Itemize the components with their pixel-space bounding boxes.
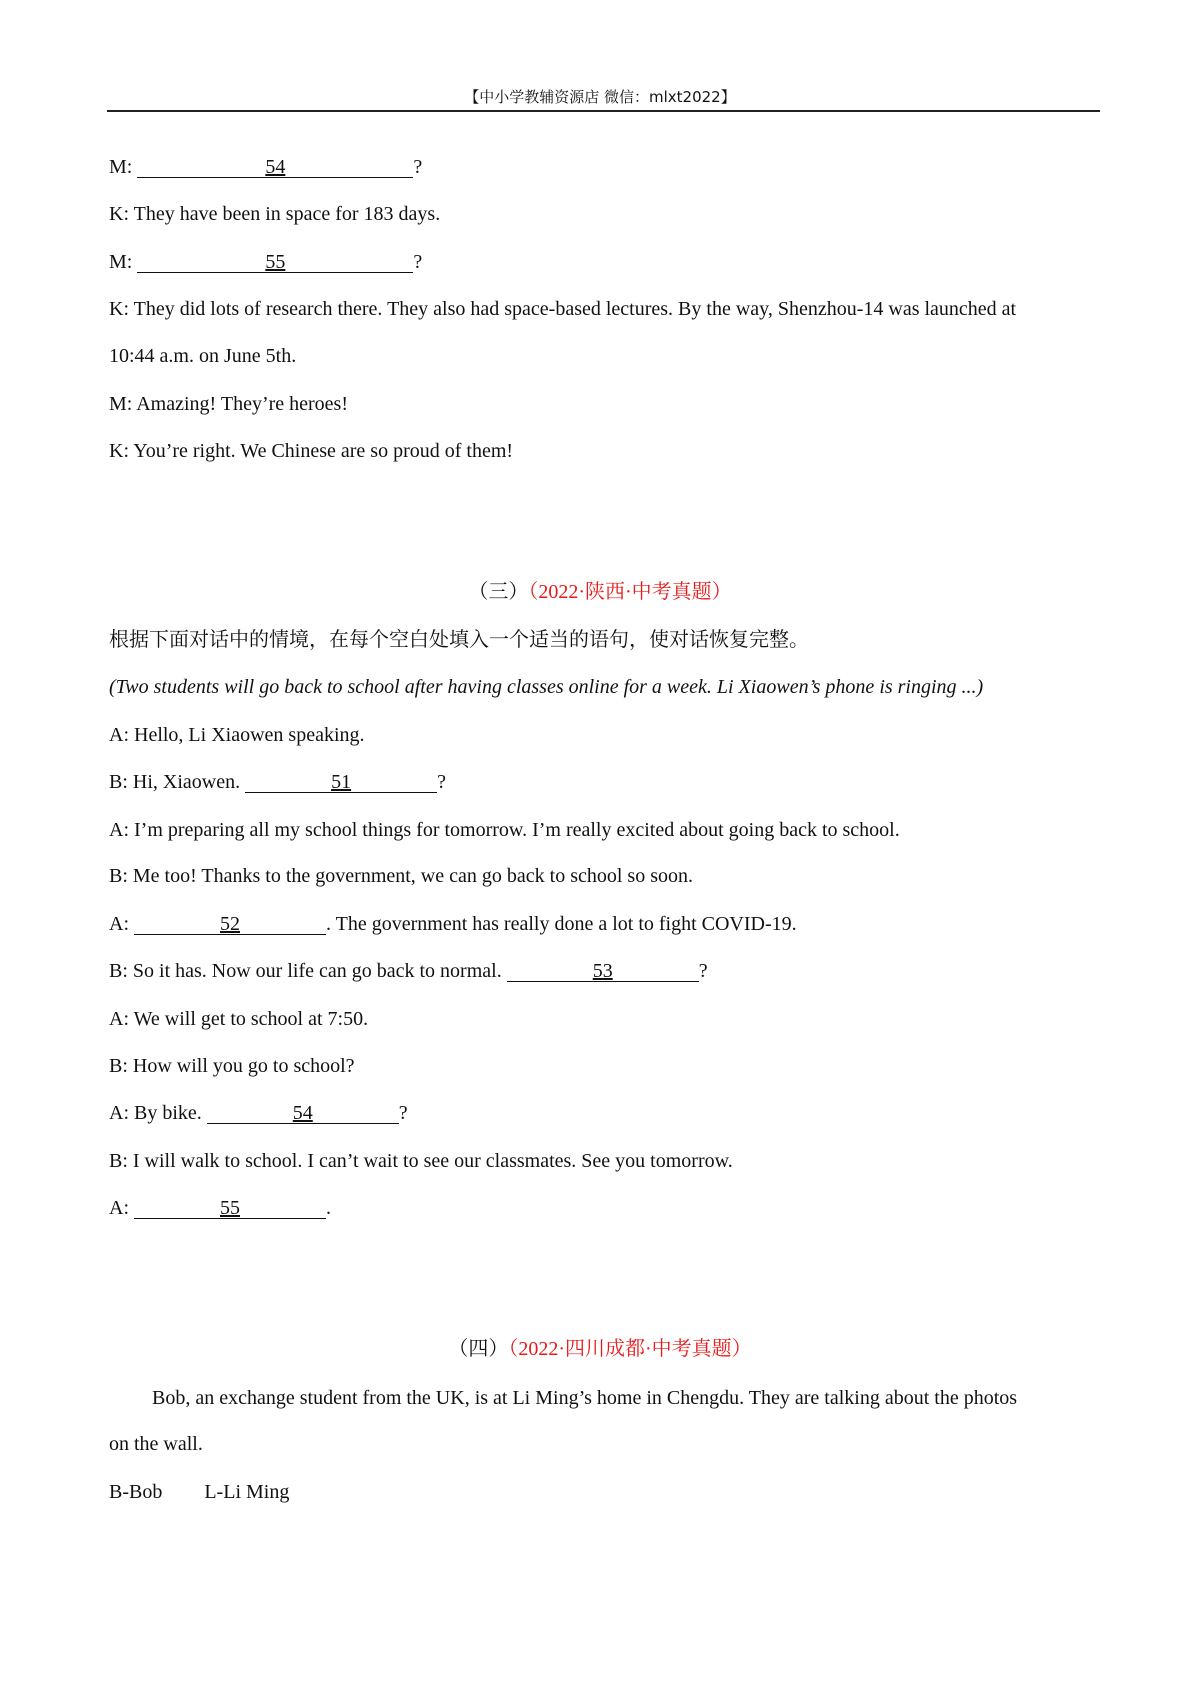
blank-number: 55	[265, 251, 286, 273]
blank-number: 52	[220, 913, 240, 935]
dialogue-line: B: How will you go to school?	[109, 1055, 355, 1077]
dialogue-line	[109, 155, 422, 179]
text: B: So it has. Now our life can go back to normal.	[109, 960, 507, 982]
text: B: Hi, Xiaowen.	[109, 771, 246, 793]
section-source: （2022·陕西·中考真题）	[528, 581, 732, 603]
dialogue-line: B: I will walk to school. I can’t wait to see our classmates. See you tomorrow.	[109, 1150, 733, 1172]
text: A: By bike.	[109, 1102, 207, 1124]
dialogue-line: K: They have been in space for 183 days.	[109, 203, 441, 225]
answer-blank[interactable]	[134, 1198, 326, 1219]
instruction: 根据下面对话中的情境，在每个空白处填入一个适当的语句，使对话恢复完整。	[109, 629, 809, 651]
punct: ?	[398, 1102, 408, 1124]
scene-description: (Two students will go back to school after having classes online for a week. Li Xiaowen’s phone is ringing ...)	[109, 676, 984, 698]
punct: ?	[413, 251, 423, 273]
section-number: （四）	[448, 1338, 509, 1360]
header-rule	[107, 110, 1100, 112]
speaker: M:	[109, 156, 133, 178]
dialogue-line: K: You’re right. We Chinese are so proud of them!	[109, 440, 514, 462]
punct: ?	[698, 960, 708, 982]
dialogue-line	[109, 770, 446, 794]
punct: ?	[437, 771, 446, 793]
punct: .	[326, 1197, 331, 1219]
answer-blank[interactable]	[507, 961, 699, 982]
intro-paragraph: Bob, an exchange student from the UK, is at Li Ming’s home in Chengdu. They are talking about the photos	[152, 1387, 1018, 1409]
dialogue-line: M: Amazing! They’re heroes!	[109, 393, 348, 415]
section-4-title	[0, 1337, 1200, 1361]
section-source: （2022·四川成都·中考真题）	[508, 1338, 752, 1360]
blank-number: 51	[331, 771, 352, 793]
role-legend	[109, 1480, 289, 1504]
dialogue-line	[109, 1101, 408, 1125]
speaker: M:	[109, 251, 133, 273]
answer-blank[interactable]	[137, 252, 413, 273]
text: A:	[109, 913, 134, 935]
dialogue-line: A: We will get to school at 7:50.	[109, 1008, 369, 1030]
dialogue-line	[109, 250, 422, 274]
intro-paragraph-cont: on the wall.	[109, 1433, 203, 1455]
role-bob: B-Bob	[109, 1481, 163, 1503]
role-li-ming: L-Li Ming	[204, 1481, 290, 1503]
answer-blank[interactable]	[137, 157, 413, 178]
dialogue-line	[109, 912, 797, 936]
section-3-title	[0, 580, 1200, 604]
dialogue-line: B: Me too! Thanks to the government, we can go back to school so soon.	[109, 865, 693, 887]
blank-number: 55	[220, 1197, 240, 1219]
section-number: （三）	[468, 581, 529, 603]
dialogue-line	[109, 959, 708, 983]
answer-blank[interactable]	[207, 1103, 399, 1124]
dialogue-line: A: I’m preparing all my school things for tomorrow. I’m really excited about going back to school.	[109, 819, 900, 841]
dialogue-line: 10:44 a.m. on June 5th.	[109, 345, 297, 367]
text: A:	[109, 1197, 134, 1219]
dialogue-line: K: They did lots of research there. They also had space-based lectures. By the way, Shenzhou-14 was launched at	[109, 298, 1017, 320]
dialogue-line: A: Hello, Li Xiaowen speaking.	[109, 724, 365, 746]
blank-number: 54	[265, 156, 286, 178]
punct: ?	[413, 156, 423, 178]
answer-blank[interactable]	[245, 772, 437, 793]
page-header: 【中小学教辅资源店 微信：mlxt2022】	[464, 88, 736, 106]
answer-blank[interactable]	[134, 914, 326, 935]
dialogue-line	[109, 1196, 331, 1220]
blank-number: 54	[292, 1102, 313, 1124]
blank-number: 53	[592, 960, 613, 982]
text: . The government has really done a lot to fight COVID-19.	[326, 913, 797, 935]
